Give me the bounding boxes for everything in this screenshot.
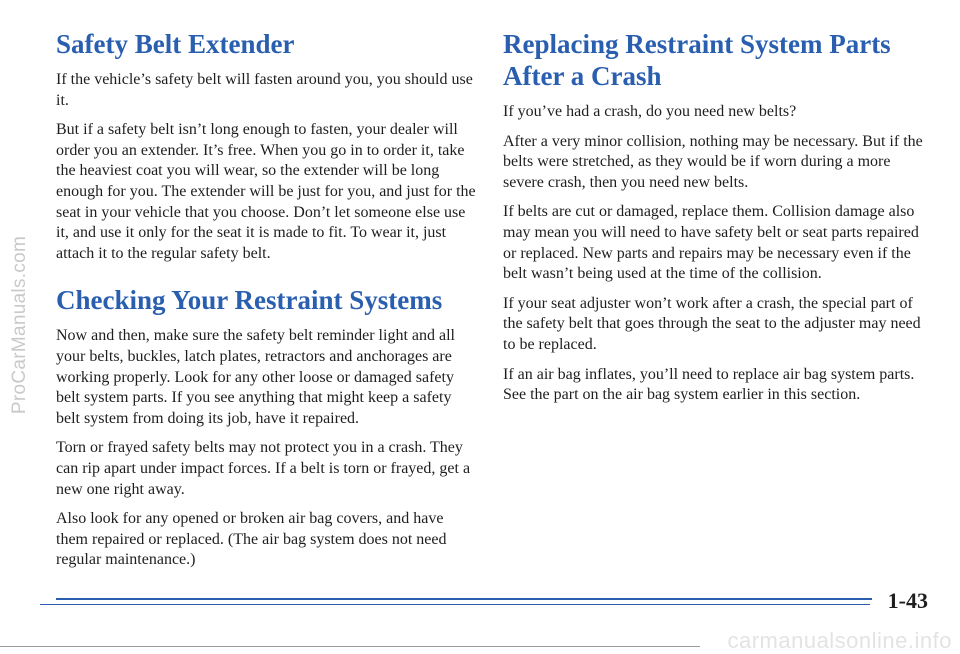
section-title-safety-belt-extender: Safety Belt Extender — [56, 29, 295, 59]
section-title-replacing-parts-after-crash: Replacing Restraint System Parts After a Crash — [503, 29, 891, 91]
right-column — [503, 28, 928, 415]
page-number: 1-43 — [887, 588, 928, 613]
section-title-checking-restraint-systems: Checking Your Restraint Systems — [56, 285, 443, 316]
paragraph: But if a safety belt isn’t long enough to fasten, your dealer will order you an extender. It’s free. When you go in to order it, take the heaviest coat you will wear, so the extender will be long enough for you. The extender will be just for you, and just for the seat in your vehicle that you choose. Don’t let someone else use it, and use it only for the seat it is made to fit. To wear it, just attach it to the regular safety belt. — [56, 121, 476, 262]
paragraph: Torn or frayed safety belts may not protect you in a crash. They can rip apart under impact forces. If a belt is torn or frayed, get a new one right away. — [56, 439, 471, 498]
footer-rule-bottom — [40, 604, 870, 605]
paragraph: If you’ve had a crash, do you need new belts? — [503, 103, 797, 120]
paragraph: If belts are cut or damaged, replace them. Collision damage also may mean you will need to have safety belt or seat parts repaired or replaced. New parts and repairs may be necessary even if the belt wasn’t being used at the time of the collision. — [503, 203, 919, 283]
left-column — [56, 28, 476, 580]
paragraph: If your seat adjuster won’t work after a crash, the special part of the safety belt that goes through the seat to the adjuster may need to be replaced. — [503, 294, 921, 353]
page-edge-line — [0, 646, 700, 647]
paragraph: If an air bag inflates, you’ll need to replace air bag system parts. See the part on the air bag system earlier in this section. — [503, 365, 915, 404]
paragraph: Now and then, make sure the safety belt reminder light and all your belts, buckles, latch plates, retractors and anchorages are working properly. Look for any other loose or damaged safety belt system parts. If you see anything that might keep a safety belt system from doing its job, have it repaired. — [56, 327, 455, 427]
paragraph: Also look for any opened or broken air bag covers, and have them repaired or replaced. (The air bag system does not need regular maintenance.) — [56, 510, 447, 569]
footer-rule-top — [56, 598, 872, 600]
paragraph: After a very minor collision, nothing may be necessary. But if the belts were stretched, as they would be if worn during a more severe crash, then you need new belts. — [503, 132, 923, 191]
side-watermark — [2, 110, 38, 540]
paragraph: If the vehicle’s safety belt will fasten around you, you should use it. — [56, 71, 473, 109]
footer-watermark: carmanualsonline.info — [727, 628, 952, 653]
watermark-text: ProCarManuals.com — [9, 235, 30, 415]
